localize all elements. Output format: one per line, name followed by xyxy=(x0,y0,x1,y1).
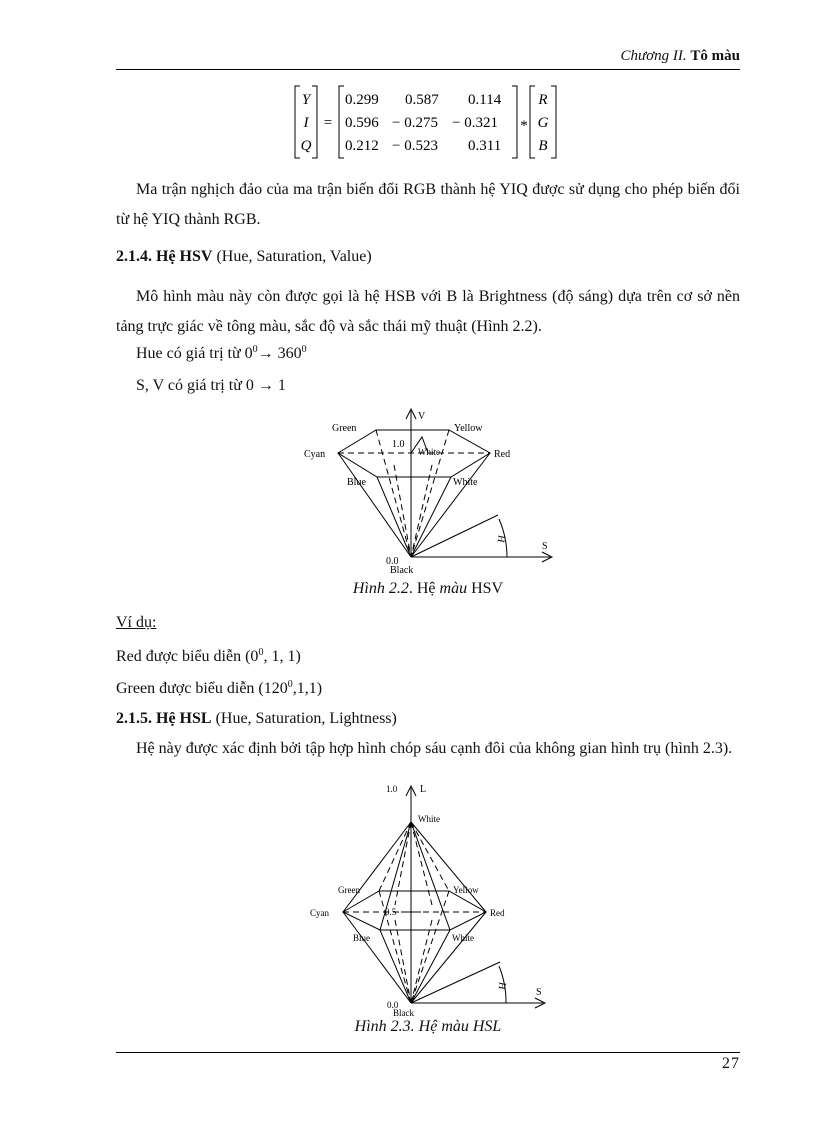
hsv-caption-he: Hệ xyxy=(416,580,440,597)
hsv-paragraph: Mô hình màu này còn được gọi là hệ HSB với B là Brightness (độ sáng) dựa trên cơ sở nền tảng trực giác về tông màu, sắc độ và sắc thái mỹ thuật (Hình 2.2). xyxy=(116,288,740,335)
hsl-cyan-label: Cyan xyxy=(310,908,329,918)
hsl-blue-label: Blue xyxy=(353,933,370,943)
hsl-white-side-label: White xyxy=(452,933,474,943)
example-red-line xyxy=(116,648,301,666)
hsl-h-label: H xyxy=(497,981,510,991)
header-rule xyxy=(116,69,740,70)
hsl-figure-caption xyxy=(116,1018,740,1036)
hue-range-line xyxy=(136,345,307,363)
hsv-caption-sep: . xyxy=(408,580,417,597)
hsl-yellow-label: Yellow xyxy=(453,885,479,895)
chapter-label: Chương II. xyxy=(620,48,687,64)
equals-sign: = xyxy=(323,115,333,131)
hsv-v-label: V xyxy=(418,411,426,422)
hue-sup-1: 0 xyxy=(252,344,258,355)
m-2-2: 0.311 xyxy=(468,138,502,154)
chapter-title: Tô màu xyxy=(690,48,740,64)
hsv-heading-rest: (Hue, Saturation, Value) xyxy=(212,248,372,265)
lhs-i: I xyxy=(303,115,309,131)
hsv-green-label: Green xyxy=(332,423,357,434)
hsv-white-top-label: White xyxy=(418,447,440,457)
hsl-white-label: White xyxy=(418,814,440,824)
hsl-l-label: L xyxy=(420,784,427,795)
example-green-suffix: ,1,1) xyxy=(292,680,323,697)
hue-arrow: → 360 xyxy=(257,345,302,362)
inverse-paragraph: Ma trận nghịch đảo của ma trận biến đổi RGB thành hệ YIQ được sử dụng cho phép biến đổi từ hệ YIQ thành RGB. xyxy=(116,181,740,228)
hsv-zero-label: 0.0 xyxy=(386,556,399,567)
hue-sup-2: 0 xyxy=(301,344,307,355)
hsv-caption-rest: HSV xyxy=(467,580,504,597)
example-red-suffix: , 1, 1) xyxy=(263,648,301,665)
hsl-caption-text: Hình 2.3. Hệ màu HSL xyxy=(354,1018,502,1035)
example-green-prefix: Green được biểu diễn (120 xyxy=(116,680,288,697)
hsv-s-label: S xyxy=(542,541,548,552)
hsv-cyan-label: Cyan xyxy=(304,449,326,460)
hsl-zero-label: 0.0 xyxy=(387,1000,399,1010)
hsv-blue-label: Blue xyxy=(347,477,366,488)
hsv-caption-mau: màu xyxy=(439,580,468,597)
hsl-half-label: 0.5 xyxy=(385,907,397,917)
hsv-hexcone-figure xyxy=(300,405,560,577)
hsl-s-label: S xyxy=(536,987,542,998)
hsv-heading xyxy=(116,248,372,266)
yiq-matrix-equation xyxy=(290,82,570,162)
hsl-red-label: Red xyxy=(490,908,505,918)
footer-rule xyxy=(116,1052,740,1053)
example-label: Ví dụ: xyxy=(116,614,157,631)
rhs-r: R xyxy=(538,92,548,108)
example-red-sup: 0 xyxy=(258,647,264,658)
running-header xyxy=(116,48,740,65)
m-1-1: − 0.275 xyxy=(392,115,438,131)
rhs-g: G xyxy=(537,115,549,131)
lhs-y: Y xyxy=(301,92,311,108)
hsv-white-side-label: White xyxy=(453,477,478,488)
m-0-1: 0.587 xyxy=(405,92,439,108)
hsl-paragraph: Hệ này được xác định bởi tập hợp hình chóp sáu cạnh đôi của không gian hình trụ (hình 2.3). xyxy=(136,740,733,757)
example-green-sup: 0 xyxy=(287,679,293,690)
page-number: 27 xyxy=(722,1055,740,1072)
multiply-sign: * xyxy=(520,118,528,134)
hsl-heading xyxy=(116,710,397,728)
lhs-q: Q xyxy=(300,138,312,154)
hsv-black-label: Black xyxy=(390,565,414,576)
hsl-double-hexcone-figure xyxy=(300,780,560,1020)
m-0-0: 0.299 xyxy=(345,92,379,108)
hue-prefix: Hue có giá trị từ 0 xyxy=(136,345,253,362)
example-green-line xyxy=(116,680,322,698)
hsv-red-label: Red xyxy=(494,449,511,460)
hsl-heading-number: 2.1.5. Hệ HSL xyxy=(116,710,212,727)
hsv-figure-caption xyxy=(116,580,740,598)
hsv-heading-number: 2.1.4. Hệ HSV xyxy=(116,248,213,265)
m-2-1: − 0.523 xyxy=(392,138,438,154)
hsv-caption-number: Hình 2.2 xyxy=(352,580,409,597)
m-0-2: 0.114 xyxy=(468,92,502,108)
hsl-heading-rest: (Hue, Saturation, Lightness) xyxy=(211,710,397,727)
hsl-one-label: 1.0 xyxy=(386,784,398,794)
example-red-prefix: Red được biểu diễn (0 xyxy=(116,648,259,665)
hsv-h-label: H xyxy=(496,534,509,544)
hsl-green-label: Green xyxy=(338,885,360,895)
m-2-0: 0.212 xyxy=(345,138,379,154)
m-1-0: 0.596 xyxy=(345,115,379,131)
hsl-black-label: Black xyxy=(393,1008,414,1018)
hsv-one-label: 1.0 xyxy=(392,439,405,450)
rhs-b: B xyxy=(538,138,548,154)
m-1-2: − 0.321 xyxy=(452,115,498,131)
sv-range-line: S, V có giá trị từ 0 → 1 xyxy=(136,377,286,394)
hsv-yellow-label: Yellow xyxy=(454,423,483,434)
